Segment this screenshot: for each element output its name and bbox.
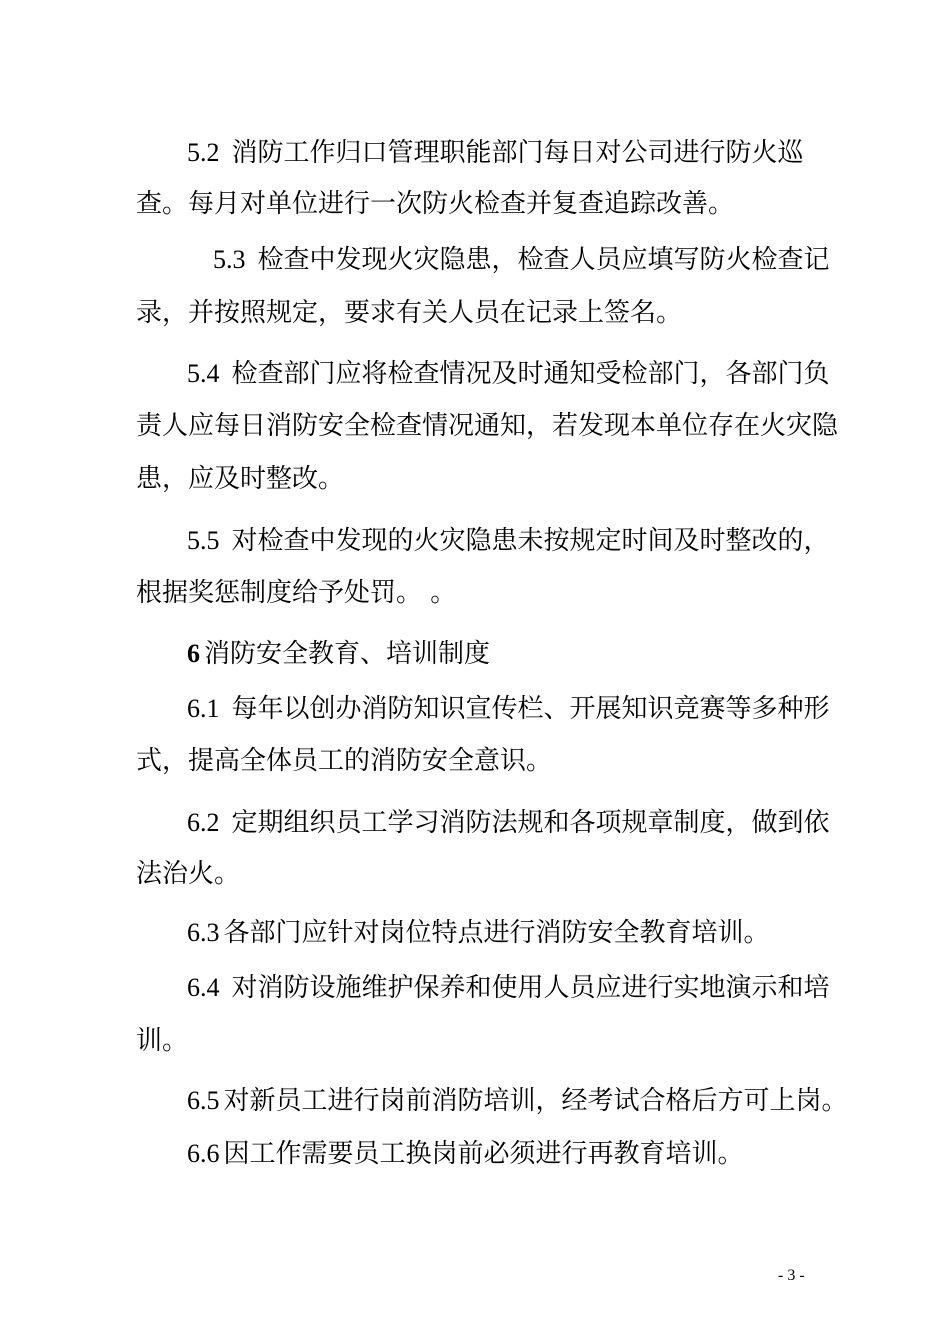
paragraph-5-2-line-2 (0, 186, 950, 222)
paragraph-6-5 (0, 1083, 950, 1119)
clause-number: 5.3 (213, 245, 246, 274)
paragraph-6-1-line-2 (0, 743, 950, 779)
paragraph-5-5-line-1 (0, 523, 950, 559)
page-number: - 3 - (778, 1267, 805, 1284)
paragraph-5-4-line-1 (0, 356, 950, 392)
paragraph-6-4-line-2 (0, 1023, 950, 1059)
clause-number: 5.5 (187, 526, 220, 555)
section-number: 6 (187, 639, 200, 668)
clause-text: 对检查中发现的火灾隐患未按规定时间及时整改的， (231, 526, 830, 556)
clause-number: 6.2 (187, 808, 220, 837)
paragraph-6-6 (0, 1136, 950, 1172)
paragraph-5-2-line-1 (0, 135, 950, 171)
paragraph-6-3 (0, 915, 950, 951)
paragraph-5-4-line-2 (0, 408, 950, 444)
paragraph-5-3-line-1 (0, 242, 950, 278)
clause-text: 患，应及时整改。 (136, 464, 345, 494)
clause-text: 各部门应针对岗位特点进行消防安全教育培训。 (223, 918, 770, 948)
clause-number: 5.2 (187, 138, 220, 167)
paragraph-6-4-line-1 (0, 970, 950, 1006)
clause-text: 检查中发现火灾隐患，检查人员应填写防火检查记 (257, 245, 830, 275)
clause-text: 责人应每日消防安全检查情况通知，若发现本单位存在火灾隐 (136, 411, 839, 441)
paragraph-6-2-line-1 (0, 805, 950, 841)
clause-text: 式，提高全体员工的消防安全意识。 (136, 746, 553, 776)
clause-text: 对消防设施维护保养和使用人员应进行实地演示和培 (231, 973, 830, 1003)
clause-number: 6.4 (187, 973, 220, 1002)
paragraph-5-4-line-3 (0, 461, 950, 497)
section-title: 消防安全教育、培训制度 (204, 639, 491, 669)
clause-text: 训。 (136, 1026, 189, 1056)
paragraph-6-1-line-1 (0, 691, 950, 727)
clause-text: 因工作需要员工换岗前必须进行再教育培训。 (223, 1139, 744, 1169)
clause-text: 每年以创办消防知识宣传栏、开展知识竞赛等多种形 (231, 694, 830, 724)
clause-number: 5.4 (187, 359, 220, 388)
paragraph-5-5-line-2 (0, 575, 950, 611)
section-heading-6 (0, 636, 950, 672)
clause-text: 法治火。 (136, 859, 241, 889)
clause-text: 录，并按照规定，要求有关人员在记录上签名。 (136, 298, 683, 328)
clause-text: 对新员工进行岗前消防培训，经考试合格后方可上岗。 (223, 1086, 848, 1116)
clause-text: 检查部门应将检查情况及时通知受检部门，各部门负 (231, 359, 830, 389)
clause-text: 查。每月对单位进行一次防火检查并复查追踪改善。 (136, 189, 735, 219)
clause-number: 6.6 (187, 1139, 220, 1168)
paragraph-6-2-line-2 (0, 856, 950, 892)
clause-text: 消防工作归口管理职能部门每日对公司进行防火巡 (231, 138, 804, 168)
clause-number: 6.3 (187, 918, 220, 947)
paragraph-5-3-line-2 (0, 295, 950, 331)
clause-number: 6.1 (187, 694, 220, 723)
clause-text: 根据奖惩制度给予处罚。 。 (136, 578, 457, 608)
clause-number: 6.5 (187, 1086, 220, 1115)
clause-text: 定期组织员工学习消防法规和各项规章制度，做到依 (231, 808, 830, 838)
